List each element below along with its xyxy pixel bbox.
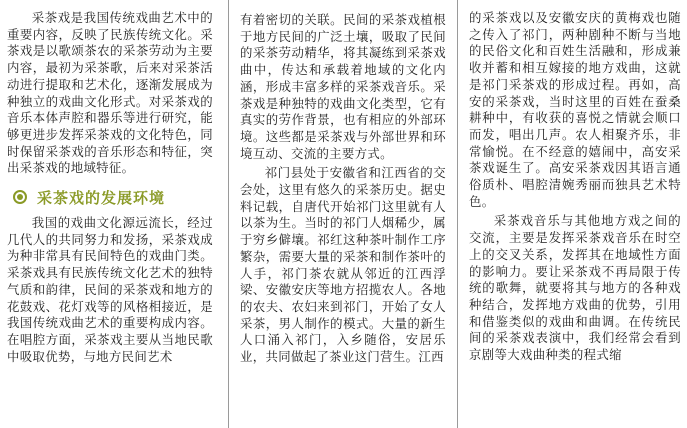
body-paragraph: 采茶戏音乐与其他地方戏之间的交流，主要是发挥采茶戏音乐在时空上的交叉关系，发挥其在地域性方面的影响力。要让采茶戏不再局限于传统的歌舞，就要将其与地方的各种戏种结合，发挥地方戏曲的优势，引用和借鉴类似的戏曲和曲调。在传统民间的采茶戏表演中，我们经常会看到京剧等大戏曲种类的程式缩: [469, 213, 681, 363]
body-paragraph: 有着密切的关联。民间的采茶戏植根于地方民间的广泛土壤，吸取了民间的采茶劳动精华，将其凝练到采茶戏曲中，传达和承载着地域的文化内涵，形成丰富多样的采茶戏音乐。采茶戏是种独特的戏曲文化类型，它有真实的劳作背景，也有相应的外部环境。这些都是采茶戏与外部世界和环境互动、交流的主要方式。: [240, 12, 446, 161]
section-heading: [7, 187, 213, 207]
column-divider: [457, 0, 458, 428]
article-column-3: [469, 0, 681, 428]
article-column-2: [240, 0, 446, 428]
body-paragraph: 祁门县处于安徽省和江西省的交会处，这里有悠久的采茶历史。据史料记载，自唐代开始祁门这里就有人以茶为生。当时的祁门人烟稀少，属于穷乡僻壤。祁红这种茶叶制作工序繁杂，需要大量的采茶和制作茶叶的人手，祁门茶农就从邻近的江西浮梁、安徽安庆等地方招揽农人。各地的农夫、农妇来到祁门，开始了女人采茶，男人制作的模式。大量的新生人口涌入祁门，入乡随俗，安居乐业，共同做起了茶业这门营生。江西: [240, 165, 446, 365]
circle-bullet-icon: [13, 190, 27, 204]
body-paragraph: 我国的戏曲文化源远流长，经过几代人的共同努力和发扬，采茶戏成为种非常具有民间特色的戏曲门类。采茶戏具有民族传统文化艺术的独特气质和韵律，民间的采茶戏和地方的花鼓戏、花灯戏等的风格相接近，是我国传统戏曲艺术的重要构成内容。在唱腔方面，采茶戏主要从当地民歌中吸取优势，与地方民间艺术: [7, 215, 213, 364]
body-paragraph: 的采茶戏以及安徽安庆的黄梅戏也随之传入了祁门，两种剧种不断与当地的民俗文化和百姓生活融和，形成兼收并蓄和相互嫁接的地方戏曲，这就是祁门采茶戏的形成过程。再如，高安的采茶戏，当时这里的百姓在蚕桑耕种中，有收获的喜悦之情就会顺口而发，唱出几声。农人相聚齐乐，非常愉悦。在不经意的嬉闹中，高安采茶戏诞生了。高安采茶戏因其语言通俗质朴、唱腔清婉秀丽而独具艺术特色。: [469, 10, 681, 209]
section-heading-text: 采茶戏的发展环境: [37, 188, 166, 207]
article-column-1: [7, 0, 213, 428]
column-divider: [228, 0, 229, 428]
intro-paragraph: 采茶戏是我国传统戏曲艺术中的重要内容，反映了民族传统文化。采茶戏是以歌颂茶农的采茶劳动为主要内容，最初为采茶歌，后来对采茶活动进行提取和艺术化，逐渐发展成为种独立的戏曲文化形式。对采茶戏的音乐本体声腔和器乐等进行研究，能够更进步发挥采茶戏的文化特色，同时保留采茶戏的音乐形态和特征，突出采茶戏的地域特征。: [7, 10, 213, 176]
